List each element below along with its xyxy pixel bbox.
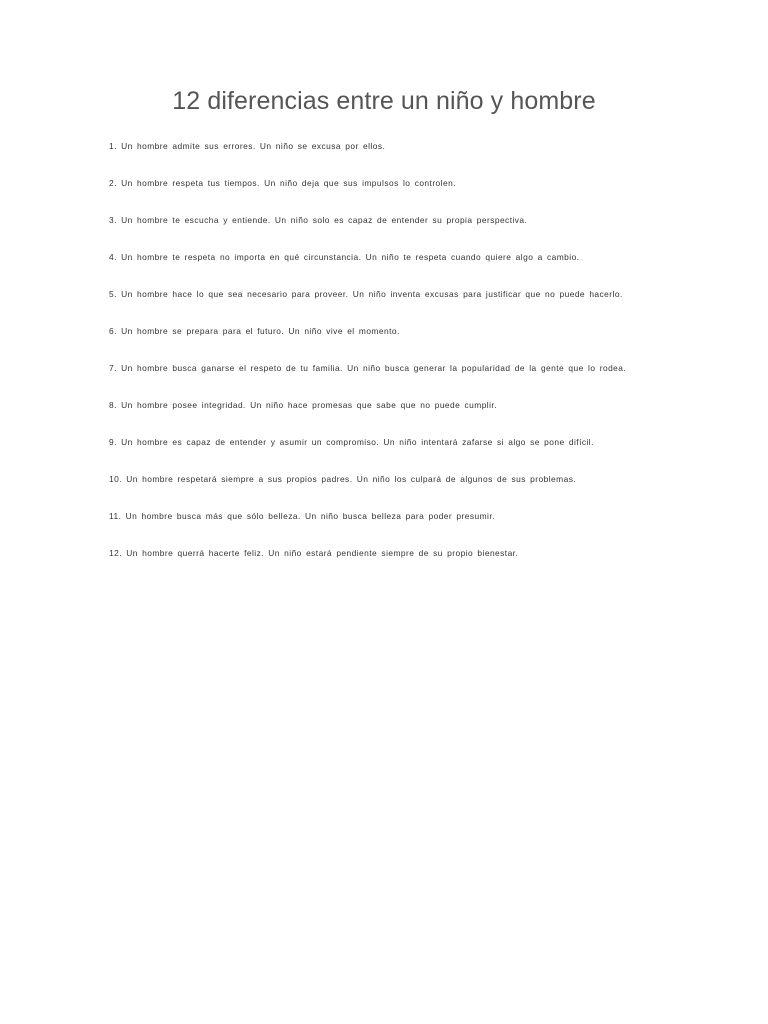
list-item: 5. Un hombre hace lo que sea necesario para proveer. Un niño inventa excusas para justificar que no puede hacerlo. [109, 289, 623, 299]
list-item: 11. Un hombre busca más que sólo belleza. Un niño busca belleza para poder presumir. [109, 511, 495, 521]
list-item: 6. Un hombre se prepara para el futuro. Un niño vive el momento. [109, 326, 400, 336]
list-item: 9. Un hombre es capaz de entender y asumir un compromiso. Un niño intentará zafarse si algo se pone difícil. [109, 437, 594, 447]
list-item: 8. Un hombre posee integridad. Un niño hace promesas que sabe que no puede cumplir. [109, 400, 497, 410]
list-item: 12. Un hombre querrá hacerte feliz. Un niño estará pendiente siempre de su propio bienestar. [109, 548, 519, 558]
list-item: 2. Un hombre respeta tus tiempos. Un niño deja que sus impulsos lo controlen. [109, 178, 456, 188]
document-title: 12 diferencias entre un niño y hombre [172, 87, 596, 115]
differences-list [109, 140, 709, 584]
list-item: 4. Un hombre te respeta no importa en qué circunstancia. Un niño te respeta cuando quiere algo a cambio. [109, 252, 580, 262]
list-item: 10. Un hombre respetará siempre a sus propios padres. Un niño los culpará de algunos de sus problemas. [109, 474, 577, 484]
list-item: 7. Un hombre busca ganarse el respeto de tu familia. Un niño busca generar la popularidad de la gente que lo rodea. [109, 363, 627, 373]
list-item: 1. Un hombre admite sus errores. Un niño se excusa por ellos. [109, 141, 386, 151]
list-item: 3. Un hombre te escucha y entiende. Un niño solo es capaz de entender su propia perspectiva. [109, 215, 528, 225]
